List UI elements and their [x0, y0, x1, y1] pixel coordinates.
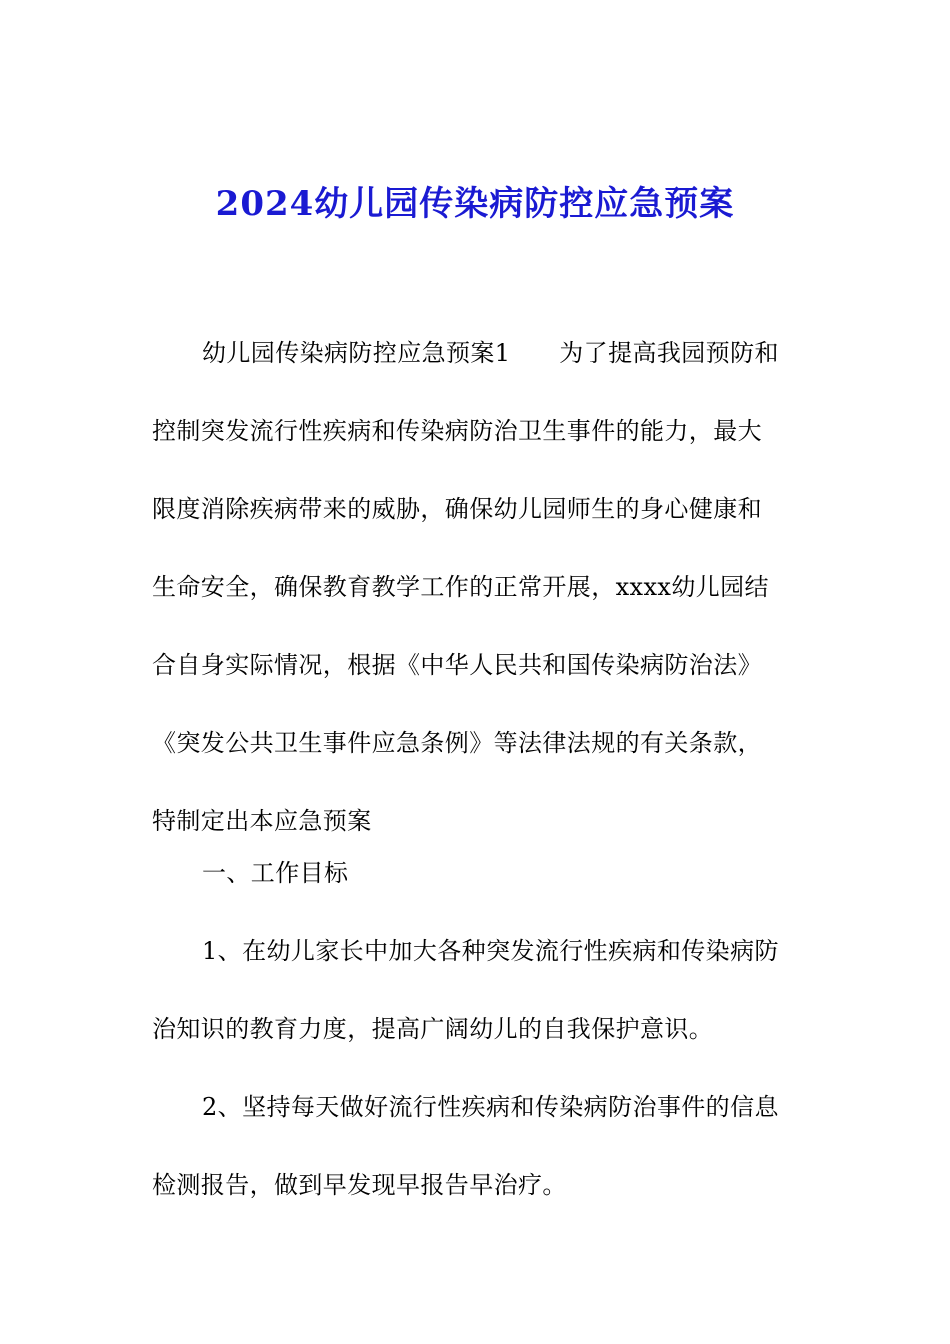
paragraph-line: 特制定出本应急预案 — [152, 807, 372, 835]
paragraph-item-1 — [152, 912, 812, 1068]
section-heading-text: 一、工作目标 — [202, 859, 349, 887]
paragraph-item-2 — [152, 1068, 812, 1224]
paragraph-line: 《突发公共卫生事件应急条例》等法律法规的有关条款， — [152, 729, 762, 757]
paragraph-line: 生命安全，确保教育教学工作的正常开展，xxxx幼儿园结 — [152, 573, 769, 601]
paragraph-line: 合自身实际情况，根据《中华人民共和国传染病防治法》 — [152, 651, 762, 679]
paragraph-line: 限度消除疾病带来的威胁，确保幼儿园师生的身心健康和 — [152, 495, 762, 523]
paragraph-line: 2、坚持每天做好流行性疾病和传染病防治事件的信息 — [202, 1093, 779, 1121]
paragraph-line: 检测报告，做到早发现早报告早治疗。 — [152, 1171, 567, 1199]
paragraph-line: 幼儿园传染病防控应急预案1 为了提高我园预防和 — [202, 339, 779, 367]
section-heading — [152, 834, 812, 912]
paragraph-intro — [152, 314, 812, 860]
paragraph-line: 控制突发流行性疾病和传染病防治卫生事件的能力，最大 — [152, 417, 762, 445]
paragraph-line: 1、在幼儿家长中加大各种突发流行性疾病和传染病防 — [202, 937, 779, 965]
paragraph-line: 治知识的教育力度，提高广阔幼儿的自我保护意识。 — [152, 1015, 714, 1043]
document-title: 2024幼儿园传染病防控应急预案 — [215, 184, 735, 224]
